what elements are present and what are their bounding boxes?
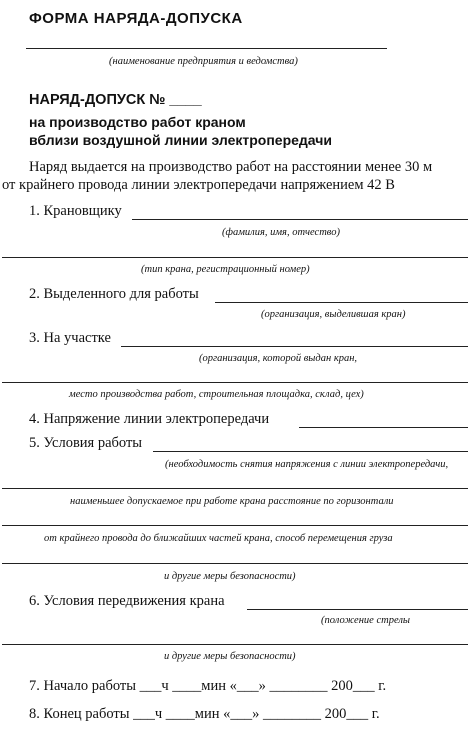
conditions-line-2[interactable] bbox=[2, 488, 468, 489]
permit-subtitle-2: вблизи воздушной линии электропередачи bbox=[29, 132, 332, 148]
org-caption: (организация, выделившая кран) bbox=[261, 309, 406, 320]
name-caption: (фамилия, имя, отчество) bbox=[222, 227, 340, 238]
form-title: ФОРМА НАРЯДА-ДОПУСКА bbox=[29, 10, 243, 27]
site-caption: место производства работ, строительная площадка, склад, цех) bbox=[69, 389, 364, 400]
org-issued-caption: (организация, которой выдан кран, bbox=[199, 353, 358, 364]
safety-caption-1: и другие меры безопасности) bbox=[164, 571, 296, 582]
item-1-line[interactable] bbox=[132, 219, 468, 220]
item-5-label: 5. Условия работы bbox=[29, 435, 143, 451]
wire-distance-caption: от крайнего провода до ближайших частей крана, способ перемещения груза bbox=[44, 533, 393, 544]
intro-line-1: Наряд выдается на производство работ на расстоянии менее 30 м bbox=[29, 159, 433, 175]
item-1-label: 1. Крановщику bbox=[29, 203, 122, 219]
travel-line-2[interactable] bbox=[2, 644, 468, 645]
boom-caption: (положение стрелы bbox=[321, 615, 411, 626]
intro-line-2: от крайнего провода линии электропередачи напряжением 42 В bbox=[2, 177, 395, 193]
item-6-line[interactable] bbox=[247, 609, 468, 610]
crane-caption: (тип крана, регистрационный номер) bbox=[141, 264, 310, 275]
item-7-start-time[interactable]: 7. Начало работы ___ч ____мин «___» ________ 200___ г. bbox=[29, 678, 387, 694]
item-8-end-time[interactable]: 8. Конец работы ___ч ____мин «___» ________ 200___ г. bbox=[29, 706, 380, 722]
crane-line[interactable] bbox=[2, 257, 468, 258]
item-2-line[interactable] bbox=[215, 302, 468, 303]
min-distance-caption: наименьшее допускаемое при работе крана расстояние по горизонтали bbox=[70, 496, 394, 507]
enterprise-line bbox=[26, 48, 387, 49]
item-6-label: 6. Условия передвижения крана bbox=[29, 593, 225, 609]
item-4-label: 4. Напряжение линии электропередачи bbox=[29, 411, 270, 427]
item-3-label: 3. На участке bbox=[29, 330, 111, 346]
item-4-line[interactable] bbox=[299, 427, 468, 428]
safety-caption-2: и другие меры безопасности) bbox=[164, 651, 296, 662]
item-3-line[interactable] bbox=[121, 346, 468, 347]
permit-title: НАРЯД-ДОПУСК № ____ bbox=[29, 92, 202, 108]
item-2-label: 2. Выделенного для работы bbox=[29, 286, 199, 302]
enterprise-caption: (наименование предприятия и ведомства) bbox=[109, 56, 298, 67]
site-line[interactable] bbox=[2, 382, 468, 383]
permit-subtitle-1: на производство работ краном bbox=[29, 114, 246, 130]
conditions-caption: (необходимость снятия напряжения с линии электропередачи, bbox=[165, 459, 449, 470]
conditions-line-3[interactable] bbox=[2, 525, 468, 526]
item-5-line[interactable] bbox=[153, 451, 468, 452]
conditions-line-4[interactable] bbox=[2, 563, 468, 564]
